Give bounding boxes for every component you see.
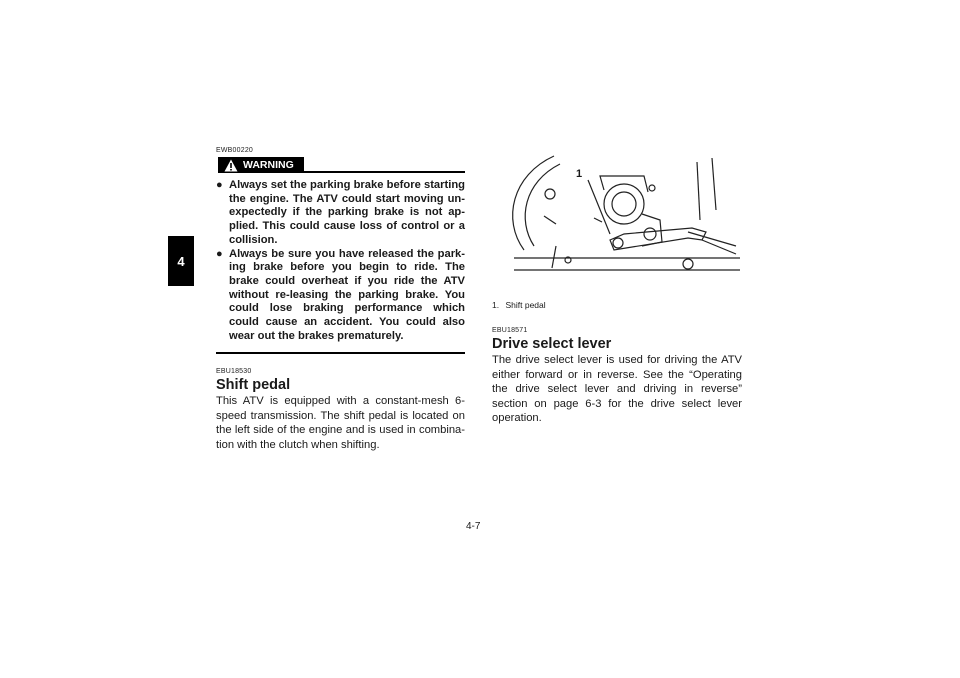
bullet-icon: ● <box>216 179 223 191</box>
warning-item-text: Always be sure you have released the park-ing brake before you begin to ride. The brake could overheat if you ride the ATV without re-leasing the parking brake. You could lose braking performance which could cause an accident. You could also wear out the brakes prematurely. <box>229 247 465 342</box>
warning-rule <box>304 171 465 173</box>
shift-pedal-code: EBU18530 <box>216 367 252 375</box>
caption-number: 1. <box>492 300 500 310</box>
chapter-tab: 4 <box>168 236 194 286</box>
left-column <box>216 147 465 452</box>
warning-item <box>216 248 465 344</box>
warning-triangle-icon <box>224 159 238 172</box>
warning-header <box>216 157 465 173</box>
shift-pedal-figure <box>492 150 742 290</box>
warning-item-text: Always set the parking brake before starting the engine. The ATV could start moving un-expectedly if the parking brake is not ap-plied. This could cause loss of control or a collision. <box>229 179 465 246</box>
warning-label: WARNING <box>243 159 294 171</box>
shift-pedal-illustration <box>492 150 742 290</box>
bullet-icon: ● <box>216 247 223 260</box>
warning-bottom-rule <box>216 352 465 354</box>
page-number: 4-7 <box>466 521 481 532</box>
shift-pedal-body: This ATV is equipped with a constant-mesh 6-speed transmission. The shift pedal is located on the left side of the engine and is used in combina-tion with the clutch when shifting. <box>216 394 465 451</box>
warning-list <box>216 179 465 343</box>
right-column <box>492 150 742 426</box>
figure-caption <box>492 300 742 310</box>
warning-item <box>216 179 465 248</box>
drive-select-body: The drive select lever is used for driving the ATV either forward or in reverse. See the “Operating the drive select lever and driving in reverse” section on page 6-3 for the drive select lever operation. <box>492 354 742 425</box>
drive-select-title: Drive select lever <box>492 336 612 352</box>
drive-select-code: EBU18571 <box>492 327 528 334</box>
shift-pedal-title: Shift pedal <box>216 376 291 393</box>
warning-badge <box>218 157 304 173</box>
figure-callout: 1 <box>576 168 583 180</box>
caption-text: Shift pedal <box>505 300 546 310</box>
warning-code: EWB00220 <box>216 147 254 154</box>
